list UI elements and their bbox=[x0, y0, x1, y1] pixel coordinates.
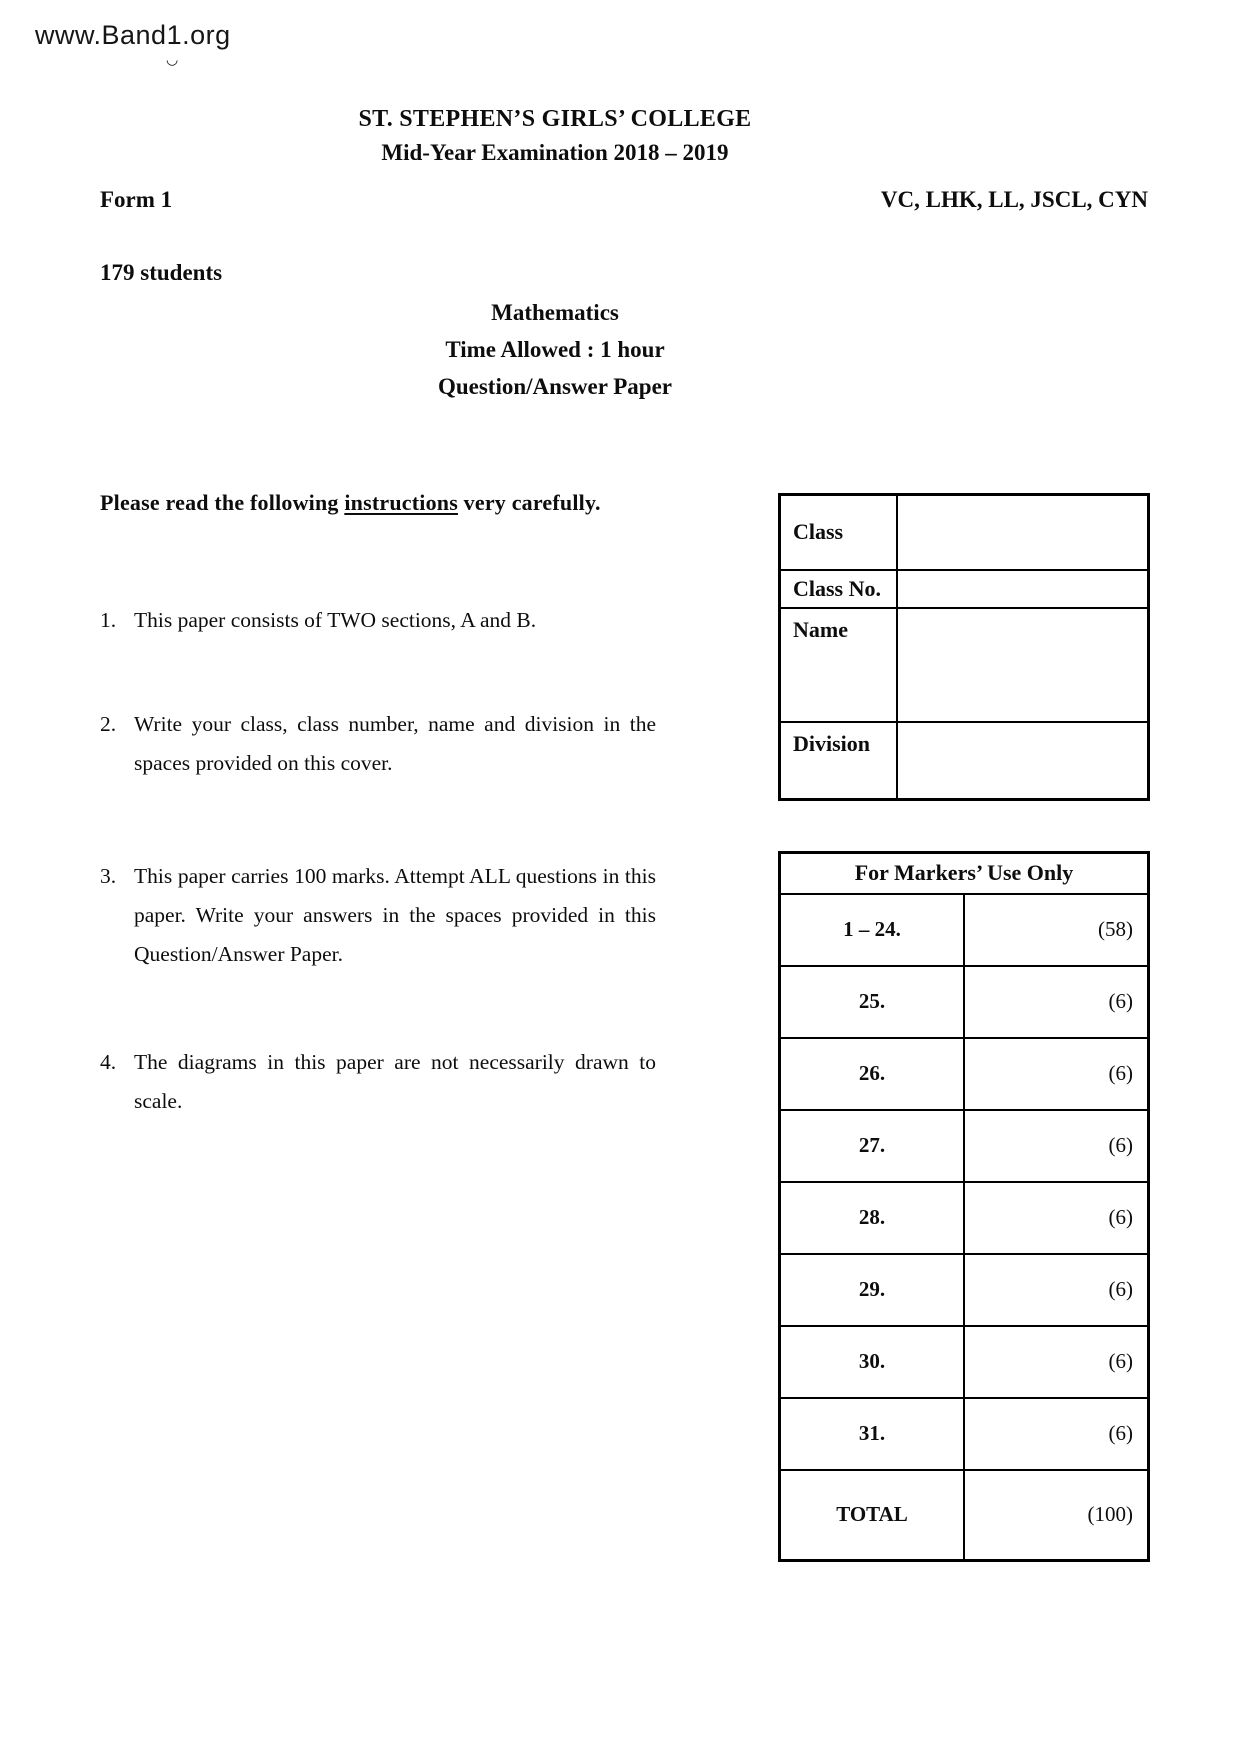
info-label-class-no: Class No. bbox=[780, 570, 897, 608]
info-value-name bbox=[897, 608, 1149, 722]
instruction-item-3 bbox=[100, 857, 656, 974]
marker-marks-value: (6) bbox=[964, 1254, 1149, 1326]
student-info-table bbox=[778, 493, 1150, 801]
marker-marks-value: (58) bbox=[964, 894, 1149, 966]
marker-marks-value: (6) bbox=[964, 1038, 1149, 1110]
student-count: 179 students bbox=[100, 260, 223, 285]
exam-title: Mid-Year Examination 2018 – 2019 bbox=[381, 140, 729, 165]
instruction-item-text: This paper carries 100 marks. Attempt ALL questions in this paper. Write your answers in the spaces provided in this Question/Answer Paper. bbox=[134, 864, 656, 966]
instruction-item-number: 2. bbox=[100, 712, 117, 736]
subject-name: Mathematics bbox=[491, 300, 619, 325]
marker-row-27 bbox=[780, 1110, 1149, 1182]
instruction-item-2 bbox=[100, 705, 656, 783]
info-row-class bbox=[780, 495, 1149, 570]
info-label-class: Class bbox=[780, 495, 897, 570]
marker-question-label: 1 – 24. bbox=[780, 894, 965, 966]
watermark-smile-mark: ◡ bbox=[166, 51, 179, 67]
info-row-class-no bbox=[780, 570, 1149, 608]
marker-question-label: 30. bbox=[780, 1326, 965, 1398]
marker-row-25 bbox=[780, 966, 1149, 1038]
instructions-heading-prefix: Please read the following bbox=[100, 490, 345, 515]
info-value-class bbox=[897, 495, 1149, 570]
marker-question-label: 29. bbox=[780, 1254, 965, 1326]
instructions-heading-suffix: very carefully. bbox=[457, 490, 601, 515]
instruction-item-number: 1. bbox=[100, 608, 117, 632]
form-level: Form 1 bbox=[100, 187, 173, 212]
markers-table-title: For Markers’ Use Only bbox=[780, 853, 1149, 894]
school-name: ST. STEPHEN’S GIRLS’ COLLEGE bbox=[358, 106, 752, 132]
marker-question-label: 25. bbox=[780, 966, 965, 1038]
paper-type: Question/Answer Paper bbox=[437, 374, 673, 399]
marker-marks-value: (6) bbox=[964, 1326, 1149, 1398]
instruction-item-text: The diagrams in this paper are not necessarily drawn to scale. bbox=[134, 1050, 656, 1113]
instruction-item-number: 4. bbox=[100, 1050, 117, 1074]
instruction-item-number: 3. bbox=[100, 864, 117, 888]
instructions-heading bbox=[100, 490, 601, 516]
marker-marks-value: (6) bbox=[964, 966, 1149, 1038]
marker-row-29 bbox=[780, 1254, 1149, 1326]
marker-marks-value: (6) bbox=[964, 1182, 1149, 1254]
info-value-class-no bbox=[897, 570, 1149, 608]
marker-row-26 bbox=[780, 1038, 1149, 1110]
instruction-item-text: This paper consists of TWO sections, A and B. bbox=[134, 608, 537, 632]
marker-question-label: 27. bbox=[780, 1110, 965, 1182]
marker-row-31 bbox=[780, 1398, 1149, 1470]
instruction-item-1 bbox=[100, 601, 656, 640]
info-row-division bbox=[780, 722, 1149, 800]
marker-total-value: (100) bbox=[964, 1470, 1149, 1561]
instructions-heading-underlined: instructions bbox=[344, 490, 458, 515]
marker-question-label: 26. bbox=[780, 1038, 965, 1110]
marker-marks-value: (6) bbox=[964, 1398, 1149, 1470]
marker-row-1-24 bbox=[780, 894, 1149, 966]
markers-table-header bbox=[780, 853, 1149, 894]
info-label-name: Name bbox=[780, 608, 897, 722]
instruction-item-4 bbox=[100, 1043, 656, 1121]
marker-marks-value: (6) bbox=[964, 1110, 1149, 1182]
info-row-name bbox=[780, 608, 1149, 722]
watermark-text: www.Band1.org bbox=[35, 20, 231, 50]
info-value-division bbox=[897, 722, 1149, 800]
instruction-item-text: Write your class, class number, name and division in the spaces provided on this cover. bbox=[134, 712, 656, 775]
marker-row-28 bbox=[780, 1182, 1149, 1254]
marker-question-label: 31. bbox=[780, 1398, 965, 1470]
marker-question-label: 28. bbox=[780, 1182, 965, 1254]
marker-row-total bbox=[780, 1470, 1149, 1561]
website-watermark bbox=[35, 20, 231, 67]
info-label-division: Division bbox=[780, 722, 897, 800]
marker-row-30 bbox=[780, 1326, 1149, 1398]
markers-use-table bbox=[778, 851, 1150, 1562]
marker-total-label: TOTAL bbox=[780, 1470, 965, 1561]
teacher-class-codes: VC, LHK, LL, JSCL, CYN bbox=[880, 187, 1148, 212]
time-allowed: Time Allowed : 1 hour bbox=[445, 337, 665, 362]
